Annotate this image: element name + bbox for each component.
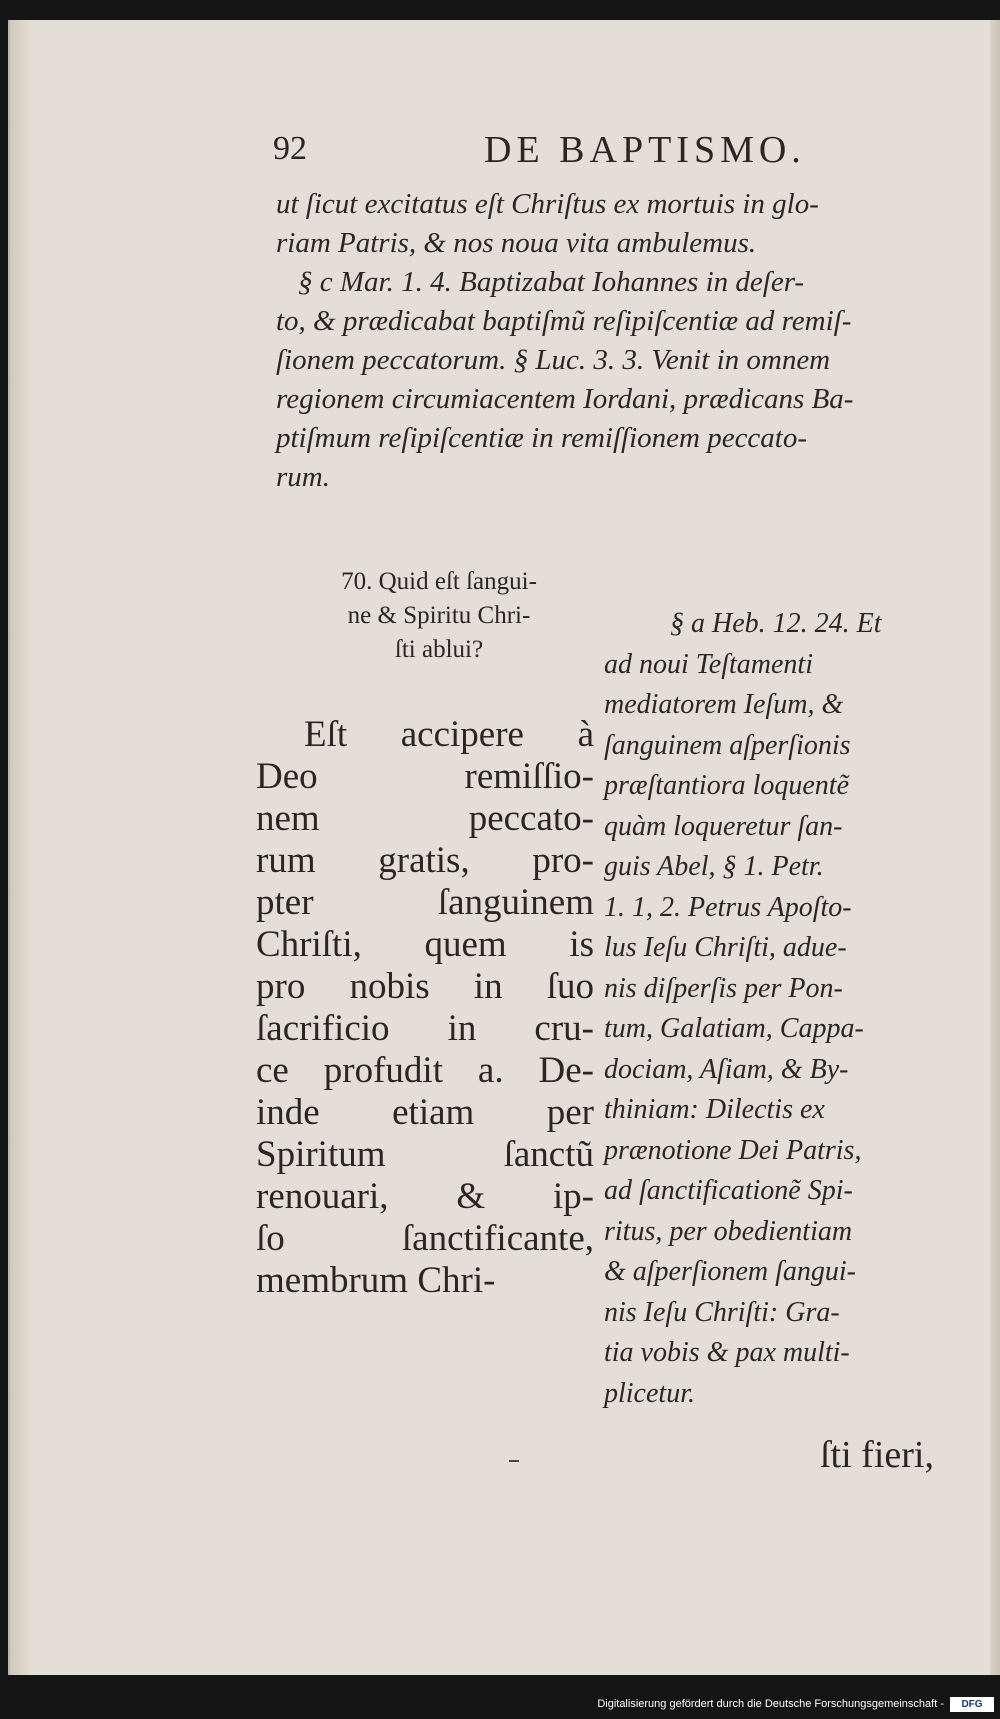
note-line: plicetur. [604, 1377, 695, 1409]
note-line: quàm loqueretur ſan- [604, 810, 843, 842]
catchword: ſti fieri, [820, 1434, 934, 1476]
answer-line: membrum Chri- [256, 1260, 496, 1301]
digitization-credit: Digitalisierung gefördert durch die Deutsche Forschungsgemeinschaft - [597, 1698, 944, 1710]
answer-line: Chriſti, quem is [256, 924, 594, 965]
text-line: rum. [276, 461, 330, 493]
note-line: ad noui Teſtamenti [604, 648, 813, 680]
question-line: ſti ablui? [394, 636, 484, 663]
note-line: tum, Galatiam, Cappa- [604, 1013, 864, 1044]
text-line: ptiſmum reſipiſcentiæ in remiſſionem peccato- [276, 422, 808, 454]
page-number: 92 [273, 130, 307, 167]
signature-mark [509, 1460, 519, 1462]
note-line: prænotione Dei Patris, [604, 1134, 862, 1166]
note-line: ritus, per obedientiam [604, 1215, 853, 1247]
note-line: lus Ieſu Chriſti, adue- [604, 932, 847, 963]
answer-line: renouari, & ip- [256, 1176, 594, 1217]
dfg-logo: DFG [950, 1697, 994, 1712]
answer-line: Deo remiſſio- [256, 756, 594, 797]
text-line: regionem circumiacentem Iordani, prædicans Ba- [276, 383, 854, 415]
question-line: ne & Spiritu Chri- [347, 602, 531, 629]
question-heading [278, 565, 600, 667]
page-edge [990, 20, 1000, 1675]
note-line: dociam, Aſiam, & By- [604, 1053, 849, 1085]
answer-line: ce profudit a. De- [256, 1050, 594, 1091]
page-gutter [10, 20, 32, 1675]
note-line: nis Ieſu Chriſti: Gra- [604, 1296, 840, 1328]
answer-line: ſacrificio in cru- [256, 1008, 594, 1049]
note-line: 1. 1, 2. Petrus Apoſto- [604, 891, 852, 923]
note-line: thiniam: Dilectis ex [604, 1094, 825, 1125]
note-line: & aſperſionem ſangui- [604, 1256, 856, 1287]
marginal-notes [604, 604, 954, 1414]
answer-line: Spiritum ſanctũ [256, 1134, 594, 1175]
text-line: ut ſicut excitatus eſt Chriſtus ex mortuis in glo- [276, 188, 819, 220]
note-line: nis diſperſis per Pon- [604, 972, 843, 1004]
note-line: mediatorem Ieſum, & [604, 689, 844, 720]
running-title: DE BAPTISMO. [484, 129, 806, 171]
answer-line: nem peccato- [256, 798, 594, 839]
book-page [8, 20, 1000, 1675]
note-line: ad ſanctificationẽ Spi- [604, 1175, 853, 1206]
answer-line: inde etiam per [256, 1092, 594, 1133]
note-line: ſanguinem aſperſionis [604, 729, 851, 761]
note-line: § a Heb. 12. 24. Et [670, 608, 882, 639]
answer-line: pter ſanguinem [256, 882, 594, 923]
answer-text [256, 714, 594, 1302]
answer-line: ſo ſanctificante, [256, 1218, 594, 1259]
answer-line: Eſt accipere à [304, 714, 594, 755]
answer-line: pro nobis in ſuo [256, 966, 594, 1007]
answer-line: rum gratis, pro- [256, 840, 594, 881]
question-line: 70. Quid eſt ſangui- [341, 568, 537, 595]
text-line: riam Patris, & nos noua vita ambulemus. [276, 227, 757, 259]
text-line: to, & prædicabat baptiſmũ reſipiſcentiæ ad remiſ- [276, 305, 852, 337]
note-line: præſtantiora loquentẽ [604, 770, 849, 801]
text-line: ſionem peccatorum. § Luc. 3. 3. Venit in omnem [276, 344, 831, 376]
note-line: tia vobis & pax multi- [604, 1337, 850, 1368]
scripture-citation-block [276, 185, 956, 497]
note-line: guis Abel, § 1. Petr. [604, 851, 824, 882]
text-line: § c Mar. 1. 4. Baptizabat Iohannes in deſer- [298, 266, 805, 298]
